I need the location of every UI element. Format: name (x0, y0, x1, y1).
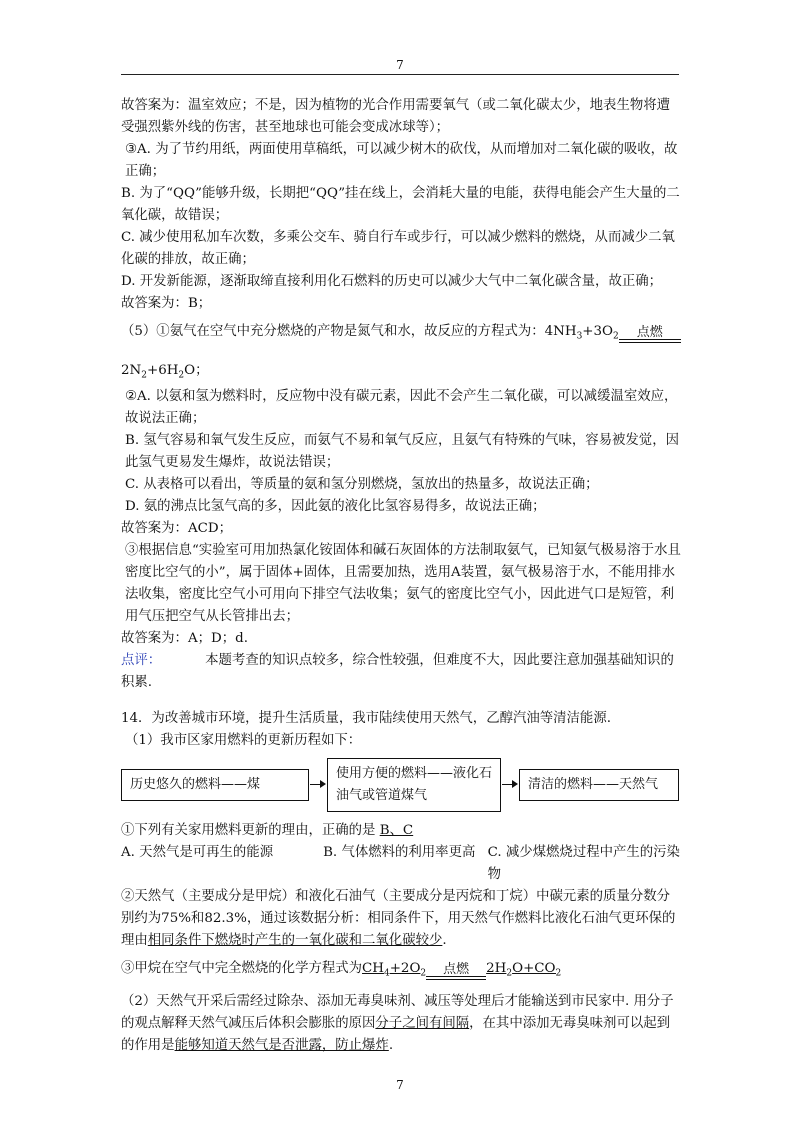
answer-underlined: 能够知道天然气是否泄露，防止爆炸 (174, 1038, 389, 1054)
sub-question-1: ①下列有关家用燃料更新的理由，正确的是 B、C (121, 823, 414, 839)
comment-block (121, 650, 681, 694)
fuel-history-flowchart (121, 758, 681, 812)
methane-equation: $CH_4+2O_2$ 点燃 $2H_2O+CO_2$ (362, 961, 561, 976)
subquestion-1: （1）我市区家用燃料的更新历程如下： (125, 733, 362, 749)
right-arrow-icon (502, 780, 518, 790)
answer-line: 故答案为：ACD； (121, 521, 232, 537)
reaction-condition: 点燃 (426, 963, 486, 985)
option-b-line: B. 为了“QQ”能够升级，长期把“QQ”挂在线上，会消耗大量的电能，获得电能会产生大量的二氧化碳，故错误； (121, 186, 680, 223)
sub-question-3: ③甲烷在空气中完全燃烧的化学方程式为$CH_4+2O_2$ 点燃 $2H_2O+CO_2$ (121, 958, 681, 985)
statement-b: B. 氢气容易和氧气发生反应，而氨气不易和氧气反应，且氨气有特殊的气味，容易被发觉，因此氢气更易发生爆炸，故说法错误； (125, 433, 679, 471)
flow-box-lpg: 使用方便的燃料——液化石油气或管道煤气 (327, 758, 501, 812)
header-rule (121, 74, 679, 75)
statement-c: C. 从表格可以看出，等质量的氨和氢分别燃烧，氢放出的热量多，故说法正确； (125, 477, 599, 493)
choice-c: C. 减少煤燃烧过程中产生的污染物 (487, 845, 680, 883)
equation-products: $2N_2+6H_2O$； (121, 362, 209, 381)
answer-underlined: 相同条件下燃烧时产生的一氧化碳和二氧化碳较少 (147, 933, 443, 949)
statement-a: ②A. 以氨和氢为燃料时，反应物中没有碳元素，因此不会产生二氧化碳，可以减缓温室效应，故说法正确； (125, 389, 678, 427)
document-body (121, 95, 681, 1057)
comment-label: 点评： (121, 653, 162, 669)
choices-row (121, 842, 681, 886)
footer-page-number: 7 (396, 1078, 404, 1092)
answer-line: 故答案为：A；D；d. (121, 631, 248, 647)
answer-underlined: B、C (379, 823, 414, 839)
flow-box-coal: 历史悠久的燃料——煤 (121, 769, 309, 801)
choice-b: B. 气体燃料的利用率更高 (323, 845, 476, 861)
comment-text: 本题考查的知识点较多，综合性较强，但难度不大，因此要注意加强基础知识的积累. (121, 653, 674, 691)
equation-line: （5）①氨气在空气中充分燃烧的产物是氮气和水，故反应的方程式为：$4NH_3+3O_2$ 点燃 (121, 321, 681, 348)
choice-a: A. 天然气是可再生的能源 (121, 845, 274, 861)
option-c-line: C. 减少使用私加车次数，多乘公交车、骑自行车或步行，可以减少燃料的燃烧，从而减少二氧化碳的排放，故正确； (121, 230, 675, 267)
answer-line: 故答案为：温室效应；不是，因为植物的光合作用需要氧气（或二氧化碳太少，地表生物将遭受强烈紫外线的伤害，甚至地球也可能会变成冰球等）； (121, 98, 671, 135)
option-a-line: ③A. 为了节约用纸，两面使用草稿纸，可以减少树木的砍伐，从而增加对二氧化碳的吸收，故正确； (125, 142, 678, 179)
sub-question-2: ②天然气（主要成分是甲烷）和液化石油气（主要成分是丙烷和丁烷）中碳元素的质量分数分别约为75%和82.3%，通过该数据分析：相同条件下，用天然气作燃料比液化石油气更环保的理由相同条件下燃烧时产生的一氧化碳和二氧化碳较少. (121, 889, 676, 949)
answer-underlined: 分子之间有间隔 (375, 1016, 470, 1032)
statement-d: D. 氨的沸点比氢气高的多，因此氨的液化比氢容易得多，故说法正确； (125, 499, 546, 515)
answer-line: 故答案为：B； (121, 296, 212, 311)
explanation-paragraph: ③根据信息“实验室可用加热氯化铵固体和碱石灰固体的方法制取氨气，已知氨气极易溶于水且密度比空气的小”，属于固体+固体，且需要加热，选用A装置，氨气极易溶于水，不能用排水法收集，密度比空气小可用向下排空气法收集；氨气的密度比空气小，因此进气口是短管，利用气压把空气从长管排出去； (125, 543, 681, 625)
option-d-line: D. 开发新能源，逐渐取缔直接利用化石燃料的历史可以减少大气中二氧化碳含量，故正确； (121, 274, 663, 289)
reaction-condition: 点燃 (619, 326, 681, 348)
question-14: 14．为改善城市环境，提升生活质量，我市陆续使用天然气，乙醇汽油等清洁能源. (121, 711, 611, 727)
header-page-number: 7 (396, 58, 404, 72)
flow-box-natural-gas: 清洁的燃料——天然气 (519, 769, 679, 801)
subquestion-2: （2）天然气开采后需经过除杂、添加无毒臭味剂、减压等处理后才能输送到市民家中. 用分子的观点解释天然气减压后体积会膨胀的原因分子之间有间隔，在其中添加无毒臭味剂可以起到的作用是能够知道天然气是否泄露，防止爆炸. (121, 994, 674, 1054)
right-arrow-icon (310, 780, 326, 790)
